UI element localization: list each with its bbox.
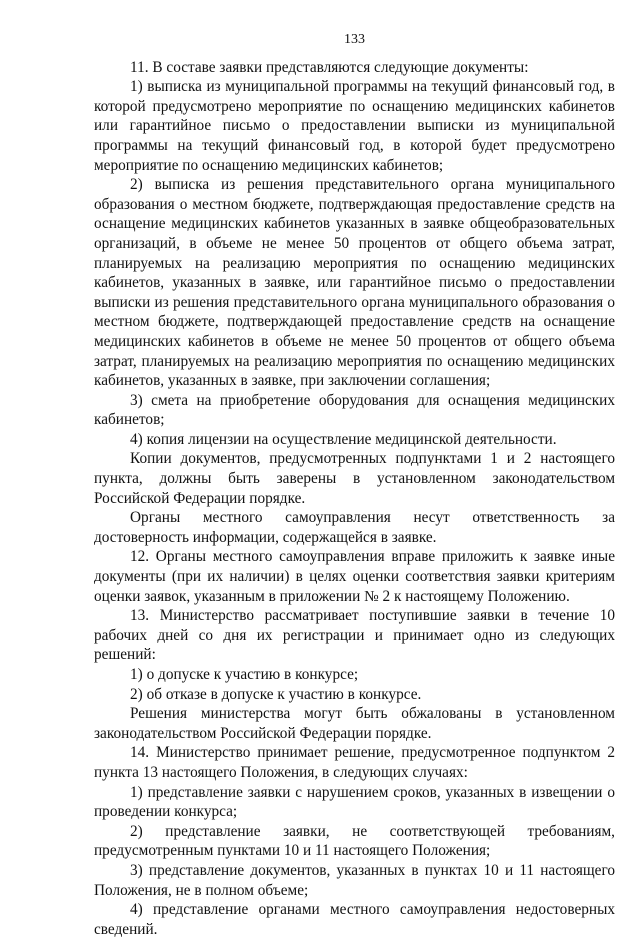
document-page <box>94 0 615 939</box>
paragraph-11: 11. В составе заявки представляются следующие документы: <box>130 58 529 76</box>
paragraph-13-item-1: 1) о допуске к участию в конкурсе; <box>130 666 359 683</box>
paragraph-13: 13. Министерство рассматривает поступившие заявки в течение 10 рабочих дней со дня их регистрации и принимает одно из следующих решений: <box>94 607 615 664</box>
paragraph-14-item-4: 4) представление органами местного самоуправления недостоверных сведений. <box>94 901 615 938</box>
paragraph-11-item-4: 4) копия лицензии на осуществление медицинской деятельности. <box>130 430 557 448</box>
paragraph-11-item-3: 3) смета на приобретение оборудования для оснащения медицинских кабинетов; <box>94 391 615 429</box>
page-number: 133 <box>344 32 365 47</box>
paragraph-responsibility: Органы местного самоуправления несут ответственность за достоверность информации, содержащейся в заявке. <box>94 509 615 546</box>
paragraph-14-item-3: 3) представление документов, указанных в пунктах 10 и 11 настоящего Положения, не в полном объеме; <box>94 861 615 899</box>
paragraph-11-item-2: 2) выписка из решения представительного органа муниципального образования о местном бюджете, подтверждающая предоставление средств на оснащение медицинских кабинетов указанных в заявке общеобразовательных организаций, в объеме не менее 50 процентов от общего объема затрат, планируемых на реализацию мероприятия по оснащению медицинских кабинетов, указанных в заявке, или гарантийное письмо о предоставлении выписки из решения представительного органа муниципального образования о местном бюджете, подтверждающей предоставление средств на оснащение медицинских кабинетов в объеме не менее 50 процентов от общего объема затрат, планируемых на реализацию мероприятия по оснащению медицинских кабинетов, указанных в заявке, при заключении соглашения; <box>94 176 615 390</box>
paragraph-14: 14. Министерство принимает решение, предусмотренное подпунктом 2 пункта 13 настоящего Положения, в следующих случаях: <box>94 744 615 781</box>
paragraph-appeal: Решения министерства могут быть обжалованы в установленном законодательством Российской Федерации порядке. <box>94 705 615 742</box>
paragraph-13-item-2: 2) об отказе в допуске к участию в конкурсе. <box>130 685 422 703</box>
paragraph-copies: Копии документов, предусмотренных подпунктами 1 и 2 настоящего пункта, должны быть заверены в установленном законодательством Российской Федерации порядке. <box>94 450 615 507</box>
paragraph-14-item-2: 2) представление заявки, не соответствующей требованиям, предусмотренным пунктами 10 и 11 настоящего Положения; <box>94 822 615 860</box>
paragraph-11-item-1: 1) выписка из муниципальной программы на текущий финансовый год, в которой предусмотрено мероприятие по оснащению медицинских кабинетов или гарантийное письмо о предоставлении выписки из муниципальной программы на текущий финансовый год, в которой будет предусмотрено мероприятие по оснащению медицинских кабинетов; <box>94 78 615 174</box>
paragraph-12: 12. Органы местного самоуправления вправе приложить к заявке иные документы (при их наличии) в целях оценки соответствия заявки критериям оценки заявок, указанным в приложении № 2 к настоящему Положению. <box>94 548 615 605</box>
paragraph-14-item-1: 1) представление заявки с нарушением сроков, указанных в извещении о проведении конкурса; <box>94 783 615 821</box>
